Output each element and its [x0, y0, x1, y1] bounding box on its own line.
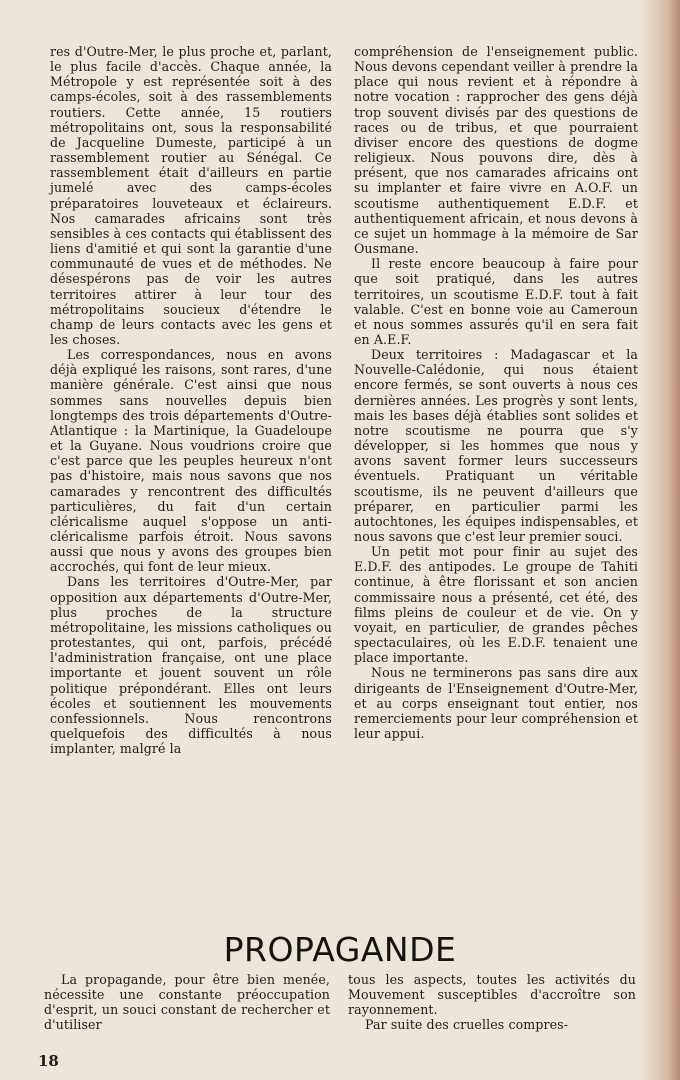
article-right-column	[354, 44, 638, 741]
paragraph: tous les aspects, toutes les activités du Mouvement susceptibles d'accroître son rayonnement.	[348, 972, 636, 1018]
page-number: 18	[38, 1052, 59, 1070]
section-left-column	[44, 972, 330, 1033]
paragraph: Par suite des cruelles compres-	[365, 1017, 569, 1033]
paragraph: Dans les territoires d'Outre-Mer, par opposition aux départements d'Outre-Mer, plus proches de la structure métropolitaine, les missions catholiques ou protestantes, qui ont, parfois, précédé l'administration française, ont une place importante et jouent souvent un rôle politique prépondérant. Elles ont leurs écoles et soutiennent les mouvements confessionnels. Nous rencontrons quelquefois des difficultés à nous implanter, malgré la	[50, 574, 332, 757]
page-edge-shadow	[640, 0, 680, 1080]
paragraph: Un petit mot pour finir au sujet des E.D.F. des antipodes. Le groupe de Tahiti continue, à être florissant et son ancien commissaire nous a présenté, cet été, des films pleins de couleur et de vie. On y voyait, en particulier, de grandes pêches spectaculaires, où les E.D.F. tenaient une place importante.	[354, 544, 638, 666]
section-title: PROPAGANDE	[223, 930, 457, 970]
paragraph: res d'Outre-Mer, le plus proche et, parlant, le plus facile d'accès. Chaque année, la Métropole y est représentée soit à des camps-écoles, soit à des rassemblements routiers. Cette année, 15 routiers métropolitains ont, sous la responsabilité de Jacqueline Dumeste, participé à un rassemblement routier au Sénégal. Ce rassemblement était d'ailleurs en partie jumelé avec des camps-écoles préparatoires louveteaux et éclaireurs. Nos camarades africains sont très sensibles à ces contacts qui établissent des liens d'amitié et qui sont la garantie d'une communauté de vues et de méthodes. Ne désespérons pas de voir les autres territoires attirer à leur tour des métropolitains soucieux d'étendre le champ de leurs contacts avec les gens et les choses.	[50, 44, 332, 347]
paragraph: Les correspondances, nous en avons déjà expliqué les raisons, sont rares, d'une manière générale. C'est ainsi que nous sommes sans nouvelles depuis bien longtemps des trois départements d'Outre-Atlantique : la Martinique, la Guadeloupe et la Guyane. Nous voudrions croire que c'est parce que les peuples heureux n'ont pas d'histoire, mais nous savons que nos camarades y rencontrent des difficultés particulières, du fait d'un certain cléricalisme auquel s'oppose un anti-cléricalisme parfois étroit. Nous savons aussi que nous y avons des groupes bien accrochés, qui font de leur mieux.	[50, 347, 332, 575]
paragraph: La propagande, pour être bien menée, nécessite une constante préoccupation d'esprit, un souci constant de rechercher et d'utiliser	[44, 972, 330, 1033]
paragraph: Il reste encore beaucoup à faire pour que soit pratiqué, dans les autres territoires, un scoutisme E.D.F. tout à fait valable. C'est en bonne voie au Cameroun et nous sommes assurés qu'il en sera fait en A.E.F.	[354, 256, 638, 347]
article-left-column	[50, 44, 332, 756]
paragraph: Nous ne terminerons pas sans dire aux dirigeants de l'Enseignement d'Outre-Mer, et au corps enseignant tout entier, nos remerciements pour leur compréhension et leur appui.	[354, 665, 638, 742]
section-right-column	[348, 972, 636, 1033]
paragraph: Deux territoires : Madagascar et la Nouvelle-Calédonie, qui nous étaient encore fermés, se sont ouverts à nous ces dernières années. Les progrès y sont lents, mais les bases déjà établies sont solides et notre scoutisme ne pourra que s'y développer, si les hommes que nous y avons savent former leurs successeurs éventuels. Pratiquant un véritable scoutisme, ils ne peuvent d'ailleurs que préparer, en particulier parmi les autochtones, les équipes indispensables, et nous savons que c'est leur premier souci.	[354, 347, 638, 544]
paragraph: compréhension de l'enseignement public. Nous devons cependant veiller à prendre la place qui nous revient et à répondre à notre vocation : rapprocher des gens déjà trop souvent divisés par des questions de races ou de tribus, et que pourraient diviser encore des questions de dogme religieux. Nous pouvons dire, dès à présent, que nos camarades africains ont su implanter et faire vivre en A.O.F. un scoutisme authentiquement E.D.F. et authentiquement africain, et nous devons à ce sujet un hommage à la mémoire de Sar Ousmane.	[354, 44, 638, 257]
